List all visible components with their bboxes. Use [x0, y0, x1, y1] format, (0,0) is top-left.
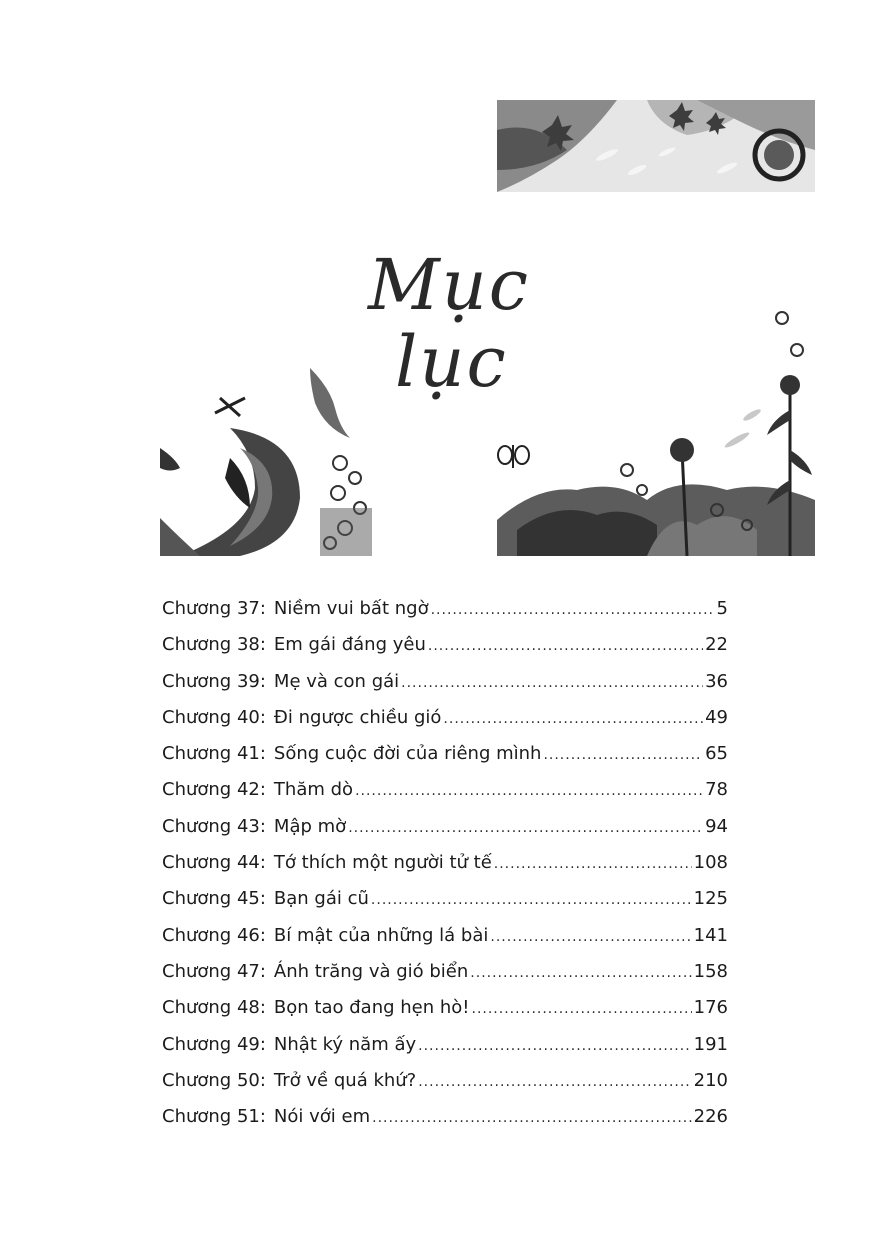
toc-entry[interactable] — [162, 997, 728, 1033]
chapter-number: Chương 38: — [162, 634, 266, 656]
page-title-line1: Mục — [368, 244, 530, 326]
chapter-title: Trở về quá khứ? — [273, 1069, 417, 1091]
toc-entry[interactable] — [162, 671, 728, 707]
chapter-title: Sống cuộc đời của riêng mình — [273, 743, 542, 765]
dot-leader — [418, 1074, 691, 1090]
chapter-title: Tớ thích một người tử tế — [273, 852, 492, 874]
toc-entry[interactable] — [162, 598, 728, 634]
chapter-number: Chương 49: — [162, 1033, 266, 1055]
top-right-illustration — [497, 100, 815, 192]
chapter-number: Chương 45: — [162, 888, 266, 910]
page-number: 49 — [705, 706, 728, 728]
toc-entry[interactable] — [162, 707, 728, 743]
page-number: 226 — [693, 1106, 728, 1128]
dot-leader — [543, 747, 703, 763]
toc-entry[interactable] — [162, 888, 728, 924]
page-number: 108 — [693, 852, 728, 874]
page-number: 22 — [705, 634, 728, 656]
dot-leader — [443, 711, 703, 727]
chapter-title: Nhật ký năm ấy — [273, 1033, 417, 1055]
page-number: 158 — [693, 960, 728, 982]
page-number: 5 — [716, 598, 728, 619]
toc-entry[interactable] — [162, 925, 728, 961]
chapter-number: Chương 51: — [162, 1106, 266, 1128]
page-title-line2: lục — [395, 321, 508, 403]
left-illustration — [160, 368, 372, 556]
page-number: 78 — [705, 779, 728, 801]
toc-entry[interactable] — [162, 1070, 728, 1106]
dot-leader — [490, 929, 691, 945]
chapter-number: Chương 44: — [162, 852, 266, 874]
chapter-title: Ánh trăng và gió biển — [273, 960, 469, 982]
dot-leader — [355, 783, 703, 799]
chapter-title: Nói với em — [273, 1106, 371, 1128]
chapter-number: Chương 46: — [162, 924, 266, 946]
toc-entry[interactable] — [162, 1106, 728, 1142]
chapter-title: Mập mờ — [273, 815, 347, 837]
page-number: 94 — [705, 815, 728, 837]
chapter-number: Chương 43: — [162, 815, 266, 837]
page-number: 65 — [705, 743, 728, 765]
toc-entry[interactable] — [162, 634, 728, 670]
dot-leader — [428, 638, 703, 654]
dot-leader — [348, 820, 703, 836]
page-number: 141 — [693, 924, 728, 946]
butterfly-icon — [498, 445, 529, 468]
dot-leader — [371, 892, 692, 908]
chapter-number: Chương 37: — [162, 598, 266, 619]
page-number: 191 — [693, 1033, 728, 1055]
chapter-title: Em gái đáng yêu — [273, 634, 426, 656]
chapter-title: Đi ngược chiều gió — [273, 706, 442, 728]
chapter-number: Chương 42: — [162, 779, 266, 801]
page-number: 125 — [693, 888, 728, 910]
table-of-contents — [162, 598, 728, 1142]
right-illustration — [497, 300, 815, 556]
toc-entry[interactable] — [162, 816, 728, 852]
chapter-number: Chương 40: — [162, 706, 266, 728]
chapter-title: Niềm vui bất ngờ — [273, 598, 429, 619]
dot-leader — [472, 1001, 692, 1017]
dot-leader — [431, 602, 715, 618]
toc-entry[interactable] — [162, 852, 728, 888]
toc-entry[interactable] — [162, 743, 728, 779]
page-number: 210 — [693, 1069, 728, 1091]
chapter-number: Chương 50: — [162, 1069, 266, 1091]
dot-leader — [401, 675, 703, 691]
chapter-number: Chương 47: — [162, 960, 266, 982]
dot-leader — [418, 1038, 692, 1054]
toc-entry[interactable] — [162, 1034, 728, 1070]
chapter-title: Bí mật của những lá bài — [273, 924, 489, 946]
page-number: 36 — [705, 670, 728, 692]
chapter-title: Bạn gái cũ — [273, 888, 369, 910]
chapter-number: Chương 39: — [162, 670, 266, 692]
chapter-title: Thăm dò — [273, 779, 354, 801]
toc-entry[interactable] — [162, 961, 728, 997]
chapter-number: Chương 41: — [162, 743, 266, 765]
dot-leader — [470, 965, 691, 981]
chapter-title: Mẹ và con gái — [273, 670, 400, 692]
chapter-title: Bọn tao đang hẹn hò! — [273, 997, 470, 1019]
dot-leader — [494, 856, 692, 872]
page-number: 176 — [693, 997, 728, 1019]
dot-leader — [372, 1110, 692, 1126]
toc-entry[interactable] — [162, 779, 728, 815]
chapter-number: Chương 48: — [162, 997, 266, 1019]
